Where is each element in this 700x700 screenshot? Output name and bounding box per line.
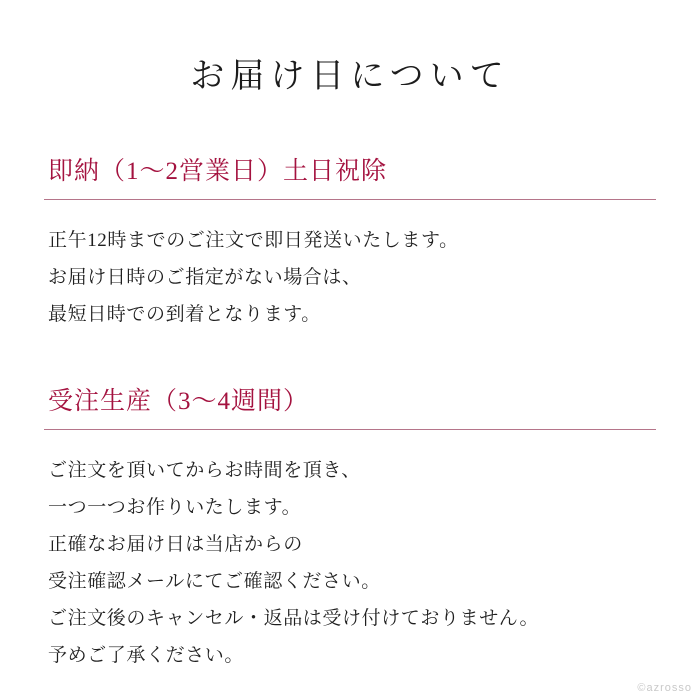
body-line: ご注文後のキャンセル・返品は受け付けておりません。: [48, 608, 540, 630]
body-line: お届け日時のご指定がない場合は、: [48, 267, 362, 289]
section-immediate-shipping: [44, 97, 656, 333]
watermark: ©azrosso: [637, 682, 692, 694]
body-line: ご注文を頂いてからお時間を頂き、: [48, 460, 361, 482]
body-line: 一つ一つお作りいたします。: [48, 497, 302, 519]
page-title: お届け日について: [190, 58, 510, 95]
body-line: 正確なお届け日は当店からの: [48, 534, 303, 556]
body-line: 最短日時での到着となります。: [48, 304, 321, 326]
section-heading-made-to-order: 受注生産（3～4週間）: [48, 388, 310, 416]
section-divider: [44, 199, 656, 200]
body-line: 受注確認メールにてご確認ください。: [48, 571, 381, 593]
body-line: 予めご了承ください。: [48, 645, 245, 667]
section-heading-immediate-shipping: 即納（1～2営業日）土日祝除: [48, 158, 388, 185]
body-line: 正午12時までのご注文で即日発送いたします。: [48, 230, 459, 251]
section-made-to-order: [44, 333, 656, 674]
section-divider: [44, 429, 656, 430]
